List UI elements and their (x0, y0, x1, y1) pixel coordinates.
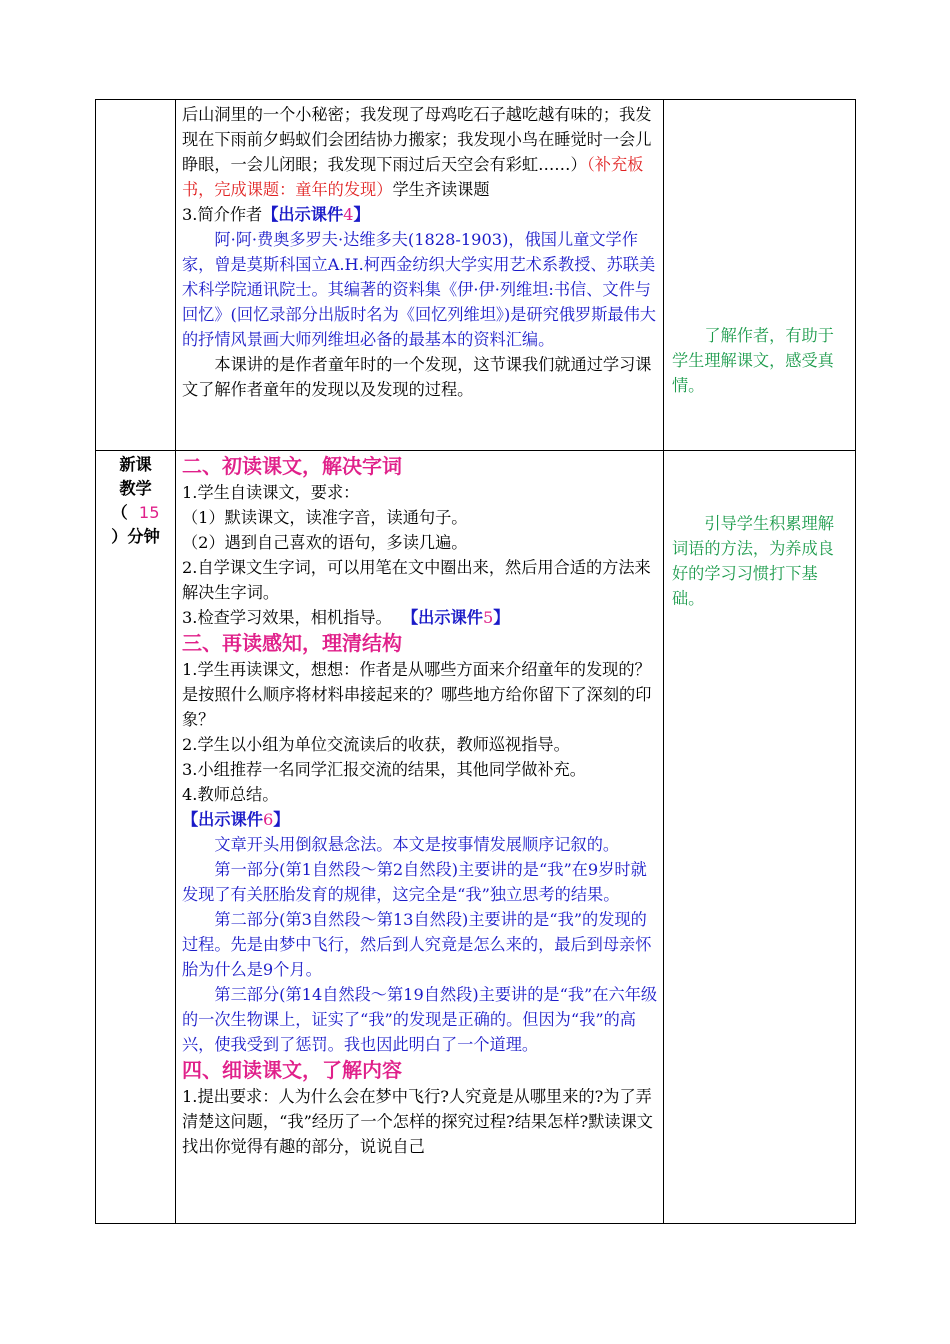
table-row (96, 451, 856, 1224)
step-item: 2.自学课文生字词，可以用笔在文中圈出来，然后用合适的方法来解决生字词。 (182, 558, 651, 602)
step-item: （1）默读课文，读准字音，读通句子。 (182, 508, 468, 527)
section-title: 三、再读感知，理清结构 (182, 631, 402, 655)
stage-cell-empty (96, 100, 176, 451)
author-bio: 阿·阿·费奥多罗夫·达维多夫(1828-1903)，俄国儿童文学作家，曾是莫斯科国立A.H.柯西金纺织大学实用艺术系教授、苏联美术科学院通讯院士。其编著的资料集《伊·伊·列维坦:书信、文件与回忆》(回忆录部分出版时名为《回忆列维坦》)是研究俄罗斯最伟大的抒情风景画大师列维坦必备的最基本的资料汇编。 (182, 230, 656, 349)
step-item: 1.提出要求：人为什么会在梦中飞行?人究竟是从哪里来的?为了弄清楚这问题，“我”经历了一个怎样的探究过程?结果怎样?默读课文找出你觉得有趣的部分，说说自己 (182, 1087, 653, 1156)
courseware-tag: 【出示课件5】 (402, 608, 510, 627)
table-row (96, 100, 856, 451)
structure-paragraph: 第二部分(第3自然段～第13自然段)主要讲的是“我”的发现的过程。先是由梦中飞行，然后到人究竟是怎么来的，最后到母亲怀胎为什么是9个月。 (182, 910, 652, 979)
discovery-text: 后山洞里的一个小秘密；我发现了母鸡吃石子越吃越有味的；我发现在下雨前夕蚂蚁们会团结协力搬家；我发现小鸟在睡觉时一会儿睁眼，一会儿闭眼；我发现下雨过后天空会有彩虹……）（补充板书，完成课题：童年的发现）学生齐读课题 (182, 105, 652, 199)
stage-duration-unit: ）分钟 (111, 527, 160, 546)
duration-minutes: 15 (138, 503, 160, 522)
structure-paragraph: 文章开头用倒叙悬念法。本文是按事情发展顺序记叙的。 (214, 835, 620, 854)
purpose-cell (664, 451, 856, 1224)
lesson-plan-table (95, 99, 856, 1224)
step-item: 1.学生自读课文，要求： (182, 483, 360, 502)
step-item: 3.小组推荐一名同学汇报交流的结果，其他同学做补充。 (182, 760, 586, 779)
courseware-tag: 【出示课件4】 (262, 205, 370, 224)
stage-cell (96, 451, 176, 1224)
purpose-cell (664, 100, 856, 451)
stage-label-2: 教学 (119, 479, 152, 498)
courseware-tag: 【出示课件6】 (182, 810, 290, 829)
purpose-note: 了解作者，有助于学生理解课文，感受真情。 (672, 326, 834, 395)
stage-duration: （ 15 (111, 503, 160, 522)
lesson-intro: 本课讲的是作者童年时的一个发现，这节课我们就通过学习课文了解作者童年的发现以及发现的过程。 (182, 355, 652, 399)
step-item: 3.检查学习效果，相机指导。 【出示课件5】 (182, 608, 510, 627)
section-title: 二、初读课文，解决字词 (182, 454, 402, 478)
courseware-line (182, 807, 659, 832)
structure-paragraph: 第一部分(第1自然段～第2自然段)主要讲的是“我”在9岁时就发现了有关胚胎发育的规律，这完全是“我”独立思考的结果。 (182, 860, 647, 904)
purpose-note: 引导学生积累理解词语的方法，为养成良好的学习习惯打下基础。 (672, 514, 834, 608)
content-cell (176, 451, 664, 1224)
step-item: 4.教师总结。 (182, 785, 279, 804)
step-item: 2.学生以小组为单位交流读后的收获，教师巡视指导。 (182, 735, 570, 754)
section-title: 四、细读课文，了解内容 (182, 1058, 402, 1082)
stage-label-1: 新课 (119, 455, 152, 474)
step-item: 1.学生再读课文，想想：作者是从哪些方面来介绍童年的发现的？是按照什么顺序将材料串接起来的？哪些地方给你留下了深刻的印象？ (182, 660, 652, 729)
author-intro-line: 3.简介作者【出示课件4】 (182, 205, 370, 224)
board-note: （补充板书，完成课题：童年的发现） (182, 155, 644, 199)
step-item: （2）遇到自己喜欢的语句，多读几遍。 (182, 533, 468, 552)
structure-paragraph: 第三部分(第14自然段～第19自然段)主要讲的是“我”在六年级的一次生物课上，证实了“我”的发现是正确的。但因为“我”的高兴，使我受到了惩罚。我也因此明白了一个道理。 (182, 985, 658, 1054)
content-cell (176, 100, 664, 451)
